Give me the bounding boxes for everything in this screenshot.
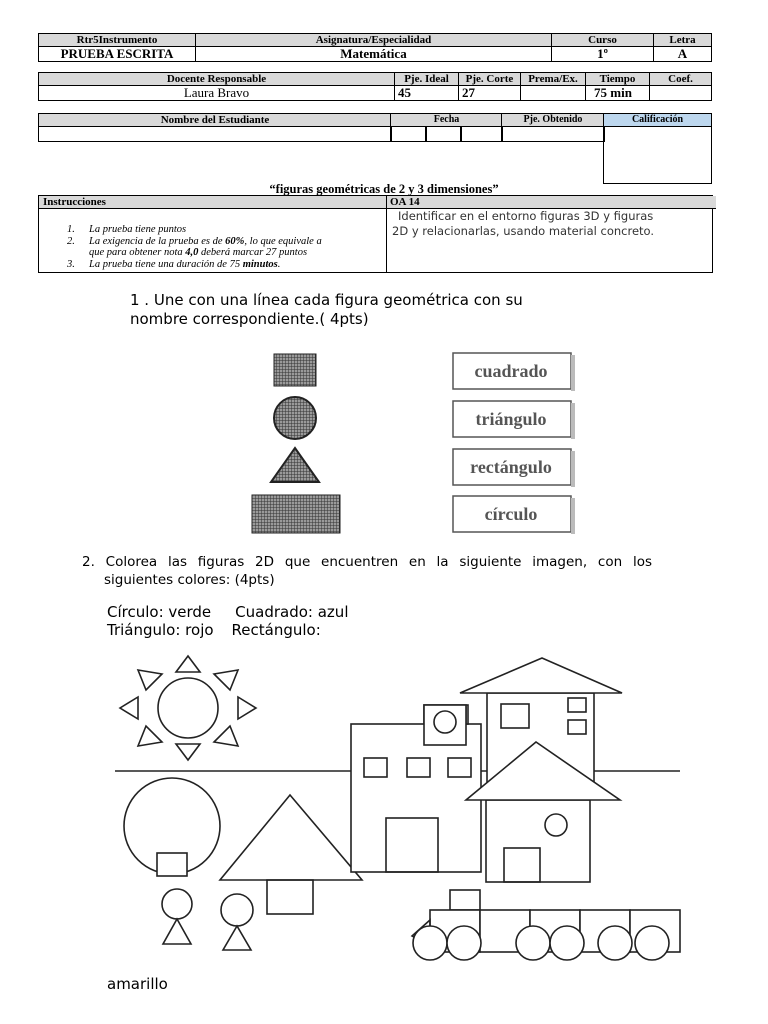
docente-value: Laura Bravo [39,86,395,101]
train-cabin-top[interactable] [450,890,480,910]
name-cuadrado: cuadrado [474,361,548,381]
prema-value [521,86,586,101]
instrumento-label: Rtr5Instrumento [39,34,196,47]
header-table-3 [38,113,711,183]
coef-value [650,86,712,101]
sun-ray-bl[interactable] [138,726,162,746]
calificacion-label: Calificación [603,113,712,127]
curso-label: Curso [552,34,654,47]
color-key-row-2: Triángulo: rojo Rectángulo: [107,621,321,639]
building-left-rect[interactable] [351,724,481,872]
pje-obtenido-field[interactable] [501,126,605,142]
sun-ray-left[interactable] [120,697,138,719]
letra-value: A [654,47,712,62]
color-key-amarillo: amarillo [107,975,168,993]
tree-trunk-square[interactable] [157,853,187,876]
rectangle-shape [252,495,340,533]
instructions-label: Instrucciones [39,196,390,209]
nombre-label: Nombre del Estudiante [38,113,392,127]
instrumento-value: PRUEBA ESCRITA [39,47,196,62]
coef-label: Coef. [650,73,712,86]
wheel-2[interactable] [447,926,481,960]
person-1-body[interactable] [163,919,191,944]
right-tower-roof[interactable] [460,658,622,693]
letra-label: Letra [654,34,712,47]
pje-ideal-label: Pje. Ideal [395,73,459,86]
door-square[interactable] [267,880,313,914]
calificacion-field[interactable] [603,126,712,184]
sun-ray-right[interactable] [238,697,256,719]
front-house-rect[interactable] [486,800,590,882]
nombre-field[interactable] [38,126,392,142]
header-table-2 [38,72,712,101]
fecha-year-field[interactable] [460,126,503,142]
oa-text: Identificar en el entorno figuras 3D y figuras 2D y relacionarlas, usando material concreto. [392,209,655,238]
big-triangle[interactable] [220,795,362,880]
name-triangulo: triángulo [475,409,547,429]
header-table-1 [38,33,712,62]
square-shape [274,354,316,386]
instructions-list [67,224,397,270]
tiempo-label: Tiempo [586,73,650,86]
person-1-head[interactable] [162,889,192,919]
wheel-6[interactable] [635,926,669,960]
name-rectangulo: rectángulo [470,457,552,477]
sun-ray-tl[interactable] [138,670,162,690]
person-2-head[interactable] [221,894,253,926]
color-key-row-1: Círculo: verde Cuadrado: azul [107,603,349,621]
prema-label: Prema/Ex. [521,73,586,86]
oa-label: OA 14 [386,196,716,209]
fecha-label: Fecha [390,113,503,127]
fecha-day-field[interactable] [390,126,427,142]
fecha-month-field[interactable] [425,126,462,142]
instruction-item-3: 3. La prueba tiene una duración de 75 minutos. [67,259,281,270]
instruction-item-2b: que para obtener nota 4,0 deberá marcar 27 puntos [89,247,308,258]
asignatura-label: Asignatura/Especialidad [196,34,552,47]
asignatura-value: Matemática [196,47,552,62]
curso-value: 1º [552,47,654,62]
triangle-shape [271,448,319,482]
wheel-4[interactable] [550,926,584,960]
coloring-scene [100,640,700,970]
person-2-body[interactable] [223,926,251,950]
names-column [440,345,585,540]
name-circulo: círculo [484,504,538,524]
instruction-item-2: 2. La exigencia de la prueba es de 60%, lo que equivale a [67,236,322,247]
tiempo-value: 75 min [586,86,650,101]
wheel-1[interactable] [413,926,447,960]
shapes-column [240,345,350,540]
page-title: “figuras geométricas de 2 y 3 dimensiones” [269,182,499,196]
instructions-box [38,195,713,273]
sun-ray-bottom[interactable] [176,744,200,760]
pje-corte-value: 27 [459,86,521,101]
sun-ray-br[interactable] [214,726,238,746]
wheel-3[interactable] [516,926,550,960]
instruction-item-1: 1. La prueba tiene puntos [67,224,187,235]
sun-ray-top[interactable] [176,656,200,672]
sun-ray-tr[interactable] [214,670,238,690]
pje-obtenido-label: Pje. Obtenido [501,113,605,127]
pje-corte-label: Pje. Corte [459,73,521,86]
docente-label: Docente Responsable [39,73,395,86]
sun-circle[interactable] [158,678,218,738]
pje-ideal-value: 45 [395,86,459,101]
wheel-5[interactable] [598,926,632,960]
question-1: 1 . Une con una línea cada figura geométrica con su nombre correspondiente.( 4pts) [130,291,523,328]
question-2: 2. Colorea las figuras 2D que encuentren en la siguiente imagen, con los siguientes colores: (4pts) [82,554,652,588]
circle-shape [274,397,316,439]
